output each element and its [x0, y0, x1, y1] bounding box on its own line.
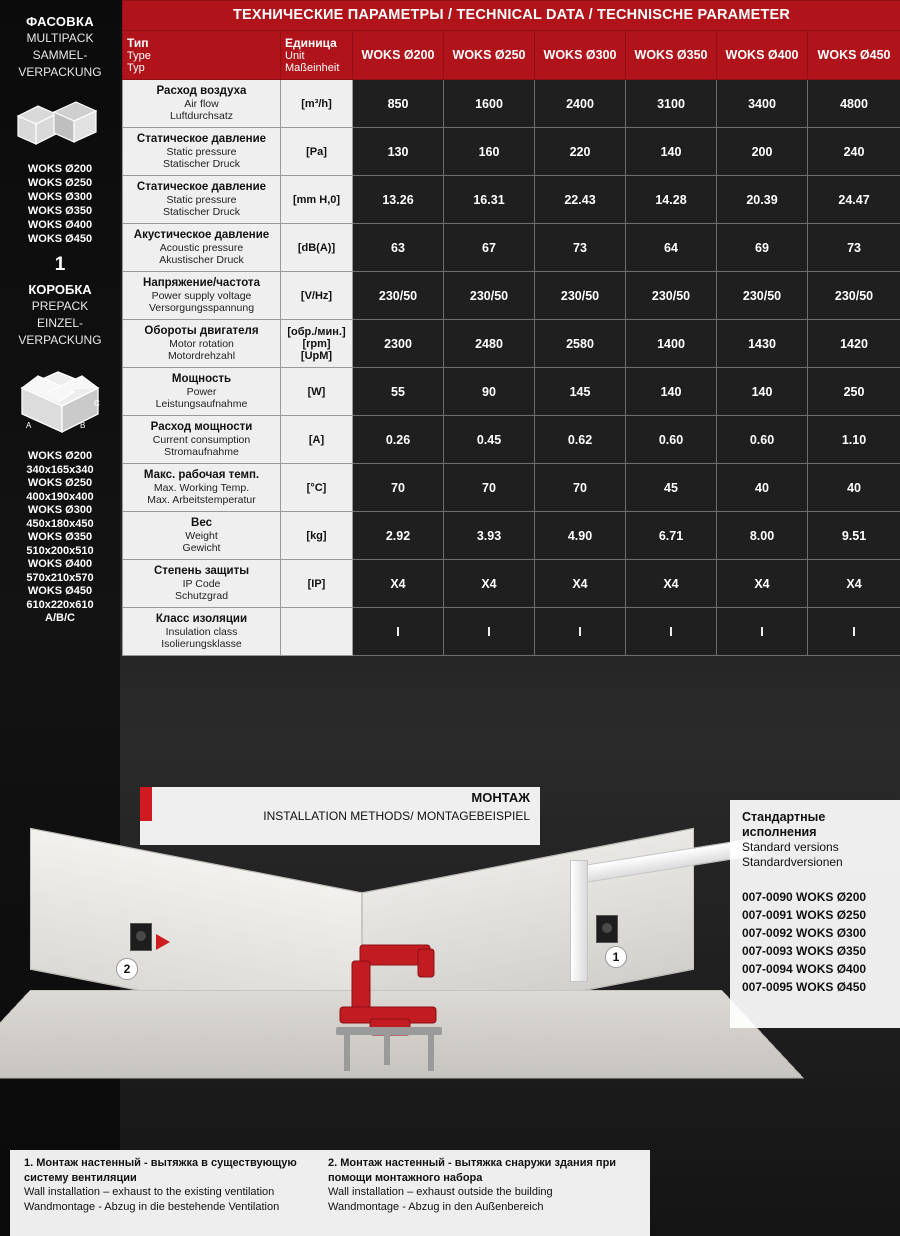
row-value: 850: [353, 80, 444, 128]
param-en: Max. Working Temp.: [153, 482, 250, 494]
row-value: X4: [808, 560, 900, 608]
installation-marker-2: 2: [116, 958, 138, 980]
row-unit: [kg]: [281, 512, 353, 560]
dimension-line: WOKS Ø200: [27, 450, 93, 462]
row-value: 160: [444, 128, 535, 176]
row-value: 45: [626, 464, 717, 512]
table-banner: ТЕХНИЧЕСКИЕ ПАРАМЕТРЫ / TECHNICAL DATA / TECHNISCHE PARAMETER: [123, 1, 900, 31]
header-model: WOKS Ø350: [626, 31, 717, 80]
standard-versions-list: [742, 888, 892, 996]
caption-1-ru-line1: 1. Монтаж настенный - вытяжка в существующую: [24, 1157, 297, 1169]
row-value: I: [626, 608, 717, 656]
box-label-c: C: [94, 399, 100, 408]
row-value: 67: [444, 224, 535, 272]
machine-illustration: [300, 935, 470, 1085]
caption-2-ru-line1: 2. Монтаж настенный - вытяжка снаружи здания при: [328, 1157, 617, 1169]
dimension-line: 400x190x400: [26, 490, 94, 503]
table-row: [123, 320, 900, 368]
param-ru: Статическое давление: [136, 181, 267, 193]
header-type-en: Type: [127, 50, 151, 62]
row-value: 40: [808, 464, 900, 512]
row-value: 2.92: [353, 512, 444, 560]
row-value: 1.10: [808, 416, 900, 464]
param-en: Static pressure: [166, 194, 237, 206]
multipack-model: WOKS Ø350: [27, 205, 93, 217]
std-title-de: Standardversionen: [742, 855, 843, 869]
table-row: [123, 560, 900, 608]
param-de: Schutzgrad: [174, 590, 229, 602]
row-value: I: [444, 608, 535, 656]
row-value: 220: [535, 128, 626, 176]
box-label-b: B: [80, 421, 86, 430]
dimension-line: WOKS Ø300: [27, 504, 93, 516]
row-unit: [°C]: [281, 464, 353, 512]
dimension-line: WOKS Ø250: [27, 477, 93, 489]
row-value: 6.71: [626, 512, 717, 560]
dimension-line: 570x210x570: [26, 571, 94, 584]
caption-1-en: Wall installation – exhaust to the existing ventilation: [24, 1186, 275, 1198]
unit-line: [rpm]: [302, 337, 331, 350]
dimension-line: 610x220x610: [26, 598, 94, 611]
installation-title-en-de: INSTALLATION METHODS/ MONTAGEBEISPIEL: [263, 809, 530, 823]
header-type-ru: Тип: [127, 36, 149, 50]
exhaust-unit-2: [130, 923, 152, 951]
row-unit: [IP]: [281, 560, 353, 608]
multipack-title-ru: ФАСОВКА: [26, 14, 94, 29]
caption-2-en: Wall installation – exhaust outside the building: [328, 1186, 553, 1198]
table-row: [123, 224, 900, 272]
row-value: 73: [808, 224, 900, 272]
row-value: 55: [353, 368, 444, 416]
multipack-quantity: 1: [54, 254, 66, 275]
row-value: I: [808, 608, 900, 656]
param-en: Air flow: [184, 98, 219, 110]
prepack-box-illustration: [8, 362, 112, 440]
row-value: 14.28: [626, 176, 717, 224]
exhaust-unit-1: [596, 915, 618, 943]
row-value: 0.62: [535, 416, 626, 464]
header-model: WOKS Ø200: [353, 31, 444, 80]
caption-2-de: Wandmontage - Abzug in den Außenbereich: [328, 1200, 544, 1213]
table-row: [123, 608, 900, 656]
table-row: [123, 272, 900, 320]
table-row: [123, 464, 900, 512]
row-unit: [281, 608, 353, 656]
row-value: 0.45: [444, 416, 535, 464]
multipack-box-illustration: [10, 90, 110, 152]
multipack-title-de-2: VERPACKUNG: [18, 65, 102, 79]
row-param: [123, 368, 281, 416]
header-model: WOKS Ø400: [717, 31, 808, 80]
multipack-model: WOKS Ø400: [27, 219, 93, 231]
param-de: Stromaufnahme: [164, 446, 239, 458]
row-value: 90: [444, 368, 535, 416]
param-ru: Вес: [191, 517, 212, 529]
dimension-line: WOKS Ø450: [27, 585, 93, 597]
row-unit: [Pa]: [281, 128, 353, 176]
param-ru: Класс изоляции: [155, 613, 248, 625]
dimension-line: 450x180x450: [26, 517, 94, 530]
row-value: 4.90: [535, 512, 626, 560]
param-ru: Статическое давление: [136, 133, 267, 145]
param-en: Motor rotation: [169, 338, 234, 350]
param-de: Gewicht: [182, 542, 221, 554]
table-row: [123, 368, 900, 416]
row-value: I: [535, 608, 626, 656]
param-ru: Обороты двигателя: [144, 325, 259, 337]
param-en: Current consumption: [152, 434, 251, 446]
row-value: 0.60: [717, 416, 808, 464]
param-de: Statischer Druck: [162, 206, 241, 218]
multipack-model: WOKS Ø300: [27, 191, 93, 203]
row-value: 140: [717, 368, 808, 416]
unit-line: [обр./мин.]: [287, 325, 346, 338]
captions-panel: [10, 1150, 650, 1236]
table-row: [123, 416, 900, 464]
airflow-arrow-2-icon: [156, 934, 170, 950]
header-type: [123, 31, 281, 80]
param-ru: Макс. рабочая темп.: [143, 469, 260, 481]
row-param: [123, 608, 281, 656]
header-type-de: Typ: [127, 62, 145, 74]
row-value: 9.51: [808, 512, 900, 560]
std-title-en: Standard versions: [742, 840, 839, 854]
row-value: 3.93: [444, 512, 535, 560]
multipack-model: WOKS Ø250: [27, 177, 93, 189]
row-unit: [281, 320, 353, 368]
std-item: 007-0094 WOKS Ø400: [742, 962, 867, 976]
param-de: Luftdurchsatz: [169, 110, 234, 122]
standard-versions-panel: [730, 800, 900, 1028]
row-param: [123, 176, 281, 224]
row-value: 69: [717, 224, 808, 272]
row-param: [123, 416, 281, 464]
row-value: 63: [353, 224, 444, 272]
row-value: 73: [535, 224, 626, 272]
row-value: 250: [808, 368, 900, 416]
row-param: [123, 128, 281, 176]
multipack-model: WOKS Ø450: [27, 233, 93, 245]
row-value: 20.39: [717, 176, 808, 224]
row-value: 4800: [808, 80, 900, 128]
row-value: 70: [444, 464, 535, 512]
param-en: Static pressure: [166, 146, 237, 158]
row-unit: [V/Hz]: [281, 272, 353, 320]
box-label-a: A: [26, 421, 32, 430]
exhaust-duct-vertical: [570, 860, 588, 982]
param-de: Isolierungsklasse: [161, 638, 242, 650]
row-value: 24.47: [808, 176, 900, 224]
param-ru: Акустическое давление: [133, 229, 270, 241]
param-ru: Напряжение/частота: [143, 277, 260, 289]
param-en: IP Code: [182, 578, 221, 590]
row-value: 2300: [353, 320, 444, 368]
row-value: 230/50: [353, 272, 444, 320]
multipack-title-de-1: SAMMEL-: [32, 48, 88, 62]
table-header-row: [123, 31, 900, 80]
table-banner-row: [123, 1, 900, 31]
installation-title-ru: МОНТАЖ: [471, 790, 530, 805]
table-row: [123, 128, 900, 176]
row-value: I: [353, 608, 444, 656]
row-value: 230/50: [444, 272, 535, 320]
caption-2: [328, 1156, 648, 1214]
row-unit: [A]: [281, 416, 353, 464]
row-value: 70: [535, 464, 626, 512]
row-value: 1430: [717, 320, 808, 368]
param-en: Power: [186, 386, 217, 398]
unit-line: [UpM]: [300, 349, 333, 362]
row-value: X4: [626, 560, 717, 608]
table-row: [123, 80, 900, 128]
row-value: 140: [626, 368, 717, 416]
row-value: 2480: [444, 320, 535, 368]
multipack-model-list: [0, 162, 120, 246]
row-value: 240: [808, 128, 900, 176]
row-value: 16.31: [444, 176, 535, 224]
caption-1-de: Wandmontage - Abzug in die bestehende Ventilation: [24, 1200, 280, 1213]
std-item: 007-0090 WOKS Ø200: [742, 890, 867, 904]
row-unit: [mm H,0]: [281, 176, 353, 224]
row-value: 140: [626, 128, 717, 176]
row-value: 64: [626, 224, 717, 272]
prepack-title-en: PREPACK: [31, 299, 89, 313]
row-unit: [m³/h]: [281, 80, 353, 128]
table-row: [123, 512, 900, 560]
row-value: 40: [717, 464, 808, 512]
row-value: 2580: [535, 320, 626, 368]
row-value: 230/50: [717, 272, 808, 320]
row-param: [123, 560, 281, 608]
param-ru: Мощность: [171, 373, 232, 385]
row-value: X4: [353, 560, 444, 608]
std-title-ru: Стандартные исполнения: [742, 810, 826, 839]
row-unit: [W]: [281, 368, 353, 416]
row-value: 70: [353, 464, 444, 512]
row-value: 145: [535, 368, 626, 416]
header-unit-ru: Единица: [285, 36, 337, 50]
param-de: Motordrehzahl: [167, 350, 236, 362]
param-ru: Степень защиты: [153, 565, 250, 577]
row-value: 230/50: [808, 272, 900, 320]
param-de: Max. Arbeitstemperatur: [147, 494, 256, 506]
row-param: [123, 464, 281, 512]
prepack-title-de-2: VERPACKUNG: [18, 333, 102, 347]
row-value: 1600: [444, 80, 535, 128]
std-item: 007-0095 WOKS Ø450: [742, 980, 867, 994]
row-value: 1420: [808, 320, 900, 368]
row-value: X4: [444, 560, 535, 608]
param-en: Insulation class: [165, 626, 238, 638]
std-item: 007-0092 WOKS Ø300: [742, 926, 867, 940]
row-value: I: [717, 608, 808, 656]
multipack-model: WOKS Ø200: [27, 163, 93, 175]
param-de: Leistungsaufnahme: [155, 398, 248, 410]
installation-banner: [140, 787, 540, 845]
installation-illustration: [0, 840, 760, 1170]
row-value: 2400: [535, 80, 626, 128]
row-param: [123, 272, 281, 320]
technical-data-table: [122, 0, 900, 656]
std-item: 007-0093 WOKS Ø350: [742, 944, 867, 958]
std-item: 007-0091 WOKS Ø250: [742, 908, 867, 922]
param-ru: Расход мощности: [150, 421, 253, 433]
dimension-line: WOKS Ø400: [27, 558, 93, 570]
header-unit-de: Maßeinheit: [285, 62, 340, 74]
row-param: [123, 512, 281, 560]
header-model: WOKS Ø250: [444, 31, 535, 80]
table-row: [123, 176, 900, 224]
row-value: 0.60: [626, 416, 717, 464]
row-value: X4: [717, 560, 808, 608]
prepack-dimension-list: [0, 450, 120, 626]
header-model: WOKS Ø300: [535, 31, 626, 80]
dimension-line: WOKS Ø350: [27, 531, 93, 543]
installation-marker-1: 1: [605, 946, 627, 968]
prepack-title-de-1: EINZEL-: [36, 316, 83, 330]
row-value: 200: [717, 128, 808, 176]
row-param: [123, 80, 281, 128]
row-value: 13.26: [353, 176, 444, 224]
caption-2-ru-line2: помощи монтажного набора: [328, 1171, 483, 1184]
param-en: Weight: [185, 530, 218, 542]
row-param: [123, 224, 281, 272]
param-de: Akustischer Druck: [159, 254, 244, 266]
param-ru: Расход воздуха: [156, 85, 247, 97]
caption-1-ru-line2: систему вентиляции: [24, 1171, 137, 1184]
row-value: 8.00: [717, 512, 808, 560]
dimension-line: 340x165x340: [26, 463, 94, 476]
row-value: X4: [535, 560, 626, 608]
row-value: 0.26: [353, 416, 444, 464]
dimension-line: 510x200x510: [26, 544, 94, 557]
row-value: 22.43: [535, 176, 626, 224]
param-de: Statischer Druck: [162, 158, 241, 170]
row-value: 3100: [626, 80, 717, 128]
header-model: WOKS Ø450: [808, 31, 900, 80]
header-unit-en: Unit: [285, 50, 305, 62]
row-param: [123, 320, 281, 368]
banner-accent-bar: [140, 787, 152, 821]
row-unit: [dB(A)]: [281, 224, 353, 272]
row-value: 1400: [626, 320, 717, 368]
caption-1: [24, 1156, 314, 1214]
prepack-title-ru: КОРОБКА: [28, 282, 92, 297]
param-en: Acoustic pressure: [159, 242, 244, 254]
param-en: Power supply voltage: [151, 290, 252, 302]
row-value: 230/50: [535, 272, 626, 320]
row-value: 3400: [717, 80, 808, 128]
param-de: Versorgungsspannung: [148, 302, 255, 314]
header-unit: [281, 31, 353, 80]
multipack-title-en: MULTIPACK: [26, 31, 94, 45]
row-value: 130: [353, 128, 444, 176]
row-value: 230/50: [626, 272, 717, 320]
dimension-line: A/B/C: [45, 612, 75, 624]
